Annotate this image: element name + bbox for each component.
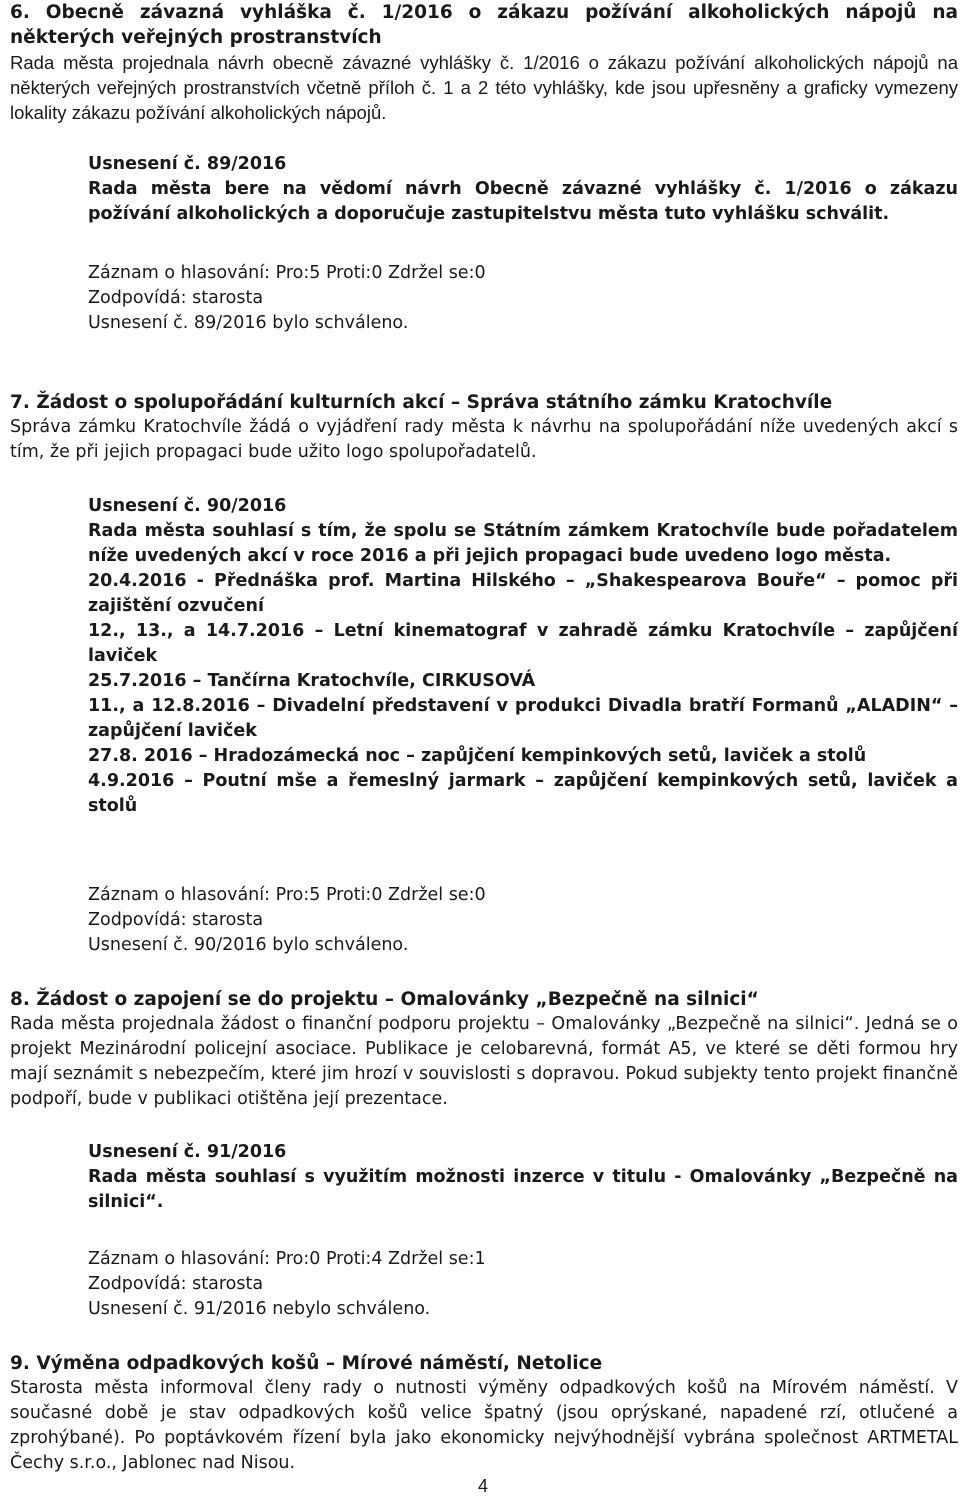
resolution-text: Rada města souhlasí s využitím možnosti inzerce v titulu - Omalovánky „Bezpečně na silnici“. bbox=[88, 1167, 958, 1212]
section-intro: Rada města projednala žádost o finanční podporu projektu – Omalovánky „Bezpečně na silnici“. Jedná se o projekt Mezinárodní policejní asociace. Publikace je celobarevná, formát A5, ve které se děti formou hry mají seznámit s nebezpečím, které jim hrozí v souvislosti s dopravou. Pokud subjekty tento projekt finančně podpoří, bude v publikaci otištěna její prezentace. bbox=[10, 1014, 958, 1109]
resolution-result: Usnesení č. 89/2016 bylo schváleno. bbox=[88, 313, 409, 333]
resolution-result: Usnesení č. 91/2016 nebylo schváleno. bbox=[88, 1299, 431, 1319]
resolution-90-footer bbox=[88, 883, 958, 958]
resolution-title: Usnesení č. 90/2016 bbox=[88, 496, 287, 516]
resolution-text: Rada města souhlasí s tím, že spolu se Státním zámkem Kratochvíle bude pořadatelem níže uvedených akcí v roce 2016 a při jejich propagaci bude uvedeno logo města. bbox=[88, 521, 958, 566]
section-9 bbox=[10, 1351, 958, 1476]
event-item: 12., 13., a 14.7.2016 – Letní kinematograf v zahradě zámku Kratochvíle – zapůjčení laviček bbox=[88, 621, 958, 666]
resolution-91 bbox=[88, 1140, 958, 1215]
resolution-90 bbox=[88, 494, 958, 819]
section-7 bbox=[10, 390, 958, 465]
resolution-89 bbox=[88, 152, 958, 227]
responsible: Zodpovídá: starosta bbox=[88, 288, 264, 308]
section-heading: 8. Žádost o zapojení se do projektu – Omalovánky „Bezpečně na silnici“ bbox=[10, 989, 759, 1010]
resolution-result: Usnesení č. 90/2016 bylo schváleno. bbox=[88, 935, 409, 955]
section-heading: 7. Žádost o spolupořádání kulturních akcí – Správa státního zámku Kratochvíle bbox=[10, 392, 833, 413]
resolution-title: Usnesení č. 89/2016 bbox=[88, 154, 287, 174]
section-heading: 9. Výměna odpadkových košů – Mírové náměstí, Netolice bbox=[10, 1353, 603, 1374]
vote-record: Záznam o hlasování: Pro:5 Proti:0 Zdržel se:0 bbox=[88, 885, 486, 905]
resolution-title: Usnesení č. 91/2016 bbox=[88, 1142, 287, 1162]
resolution-89-footer bbox=[88, 261, 958, 336]
event-item: 20.4.2016 - Přednáška prof. Martina Hilského – „Shakespearova Bouře“ – pomoc při zajištění ozvučení bbox=[88, 571, 958, 616]
resolution-91-footer bbox=[88, 1247, 958, 1322]
responsible: Zodpovídá: starosta bbox=[88, 1274, 264, 1294]
vote-record: Záznam o hlasování: Pro:0 Proti:4 Zdržel se:1 bbox=[88, 1249, 486, 1269]
event-item: 25.7.2016 – Tančírna Kratochvíle, CIRKUSOVÁ bbox=[88, 671, 536, 691]
section-intro: Správa zámku Kratochvíle žádá o vyjádření rady města k návrhu na spolupořádání níže uvedených akcí s tím, že při jejich propagaci bude užito logo spolupořadatelů. bbox=[10, 417, 958, 462]
event-item: 27.8. 2016 – Hradozámecká noc – zapůjčení kempinkových setů, laviček a stolů bbox=[88, 746, 867, 766]
vote-record: Záznam o hlasování: Pro:5 Proti:0 Zdržel se:0 bbox=[88, 263, 486, 283]
section-8 bbox=[10, 987, 958, 1112]
page-number: 4 bbox=[478, 1476, 489, 1496]
section-intro: Starosta města informoval členy rady o nutnosti výměny odpadkových košů na Mírovém náměstí. V současné době je stav odpadkových košů velice špatný (jsou oprýskané, napadené rzí, otlučené a zprohýbané). Po poptávkovém řízení byla jako ekonomicky nejvýhodnější vybrána společnost ARTMETAL Čechy s.r.o., Jablonec nad Nisou. bbox=[10, 1378, 958, 1473]
resolution-text: Rada města bere na vědomí návrh Obecně závazné vyhlášky č. 1/2016 o zákazu požívání alkoholických a doporučuje zastupitelstvu města tuto vyhlášku schválit. bbox=[88, 179, 958, 224]
section-intro: Rada města projednala návrh obecně závazné vyhlášky č. 1/2016 o zákazu požívání alkoholických nápojů na některých veřejných prostranstvích včetně příloh č. 1 a 2 této vyhlášky, kde jsou upřesněny a graficky vymezeny lokality zákazu požívání alkoholických nápojů. bbox=[10, 52, 958, 123]
responsible: Zodpovídá: starosta bbox=[88, 910, 264, 930]
section-6 bbox=[10, 0, 958, 125]
section-heading: 6. Obecně závazná vyhláška č. 1/2016 o zákazu požívání alkoholických nápojů na některých veřejných prostranstvích bbox=[10, 2, 958, 48]
event-item: 4.9.2016 – Poutní mše a řemeslný jarmark – zapůjčení kempinkových setů, laviček a stolů bbox=[88, 771, 958, 816]
event-item: 11., a 12.8.2016 – Divadelní představení v produkci Divadla bratří Formanů „ALADIN“ – zapůjčení laviček bbox=[88, 696, 958, 741]
